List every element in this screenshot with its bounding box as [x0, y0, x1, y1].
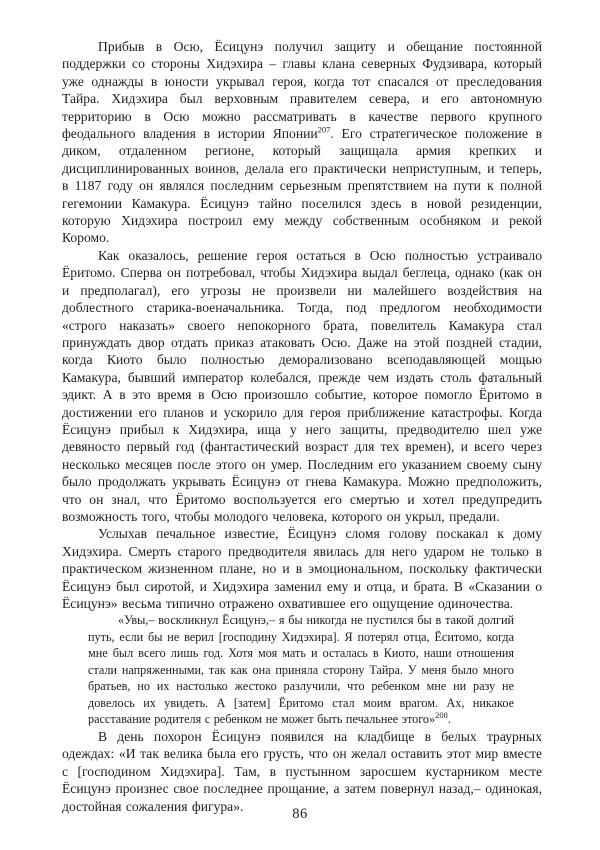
text-run: . Его стратегическое положение в диком, отдаленном регионе, который защищала армия крепких и дисциплинированных воинов, делала его практически неприступным, и теперь, в 1187 году он являлся последним серьезным препятствием на пути к полной гегемонии Камакура. Ёсицунэ тайно поселился здесь в новой резиденции, которую Хидэхира построил ему между собственным особняком и рекой Коромо.	[62, 126, 542, 246]
text-run: В день похорон Ёсицунэ появился на кладбище в белых траурных одеждах: «И так велика была его грусть, что он желал оставить этот мир вместе с [господином Хидэхира]. Там, в пустынном заросшем кустарником месте Ёсицунэ произнес свое последнее прощание, а затем повернул назад,– одинокая, достойная сожаления фигура».	[62, 728, 542, 814]
text-run: Прибыв в Осю, Ёсицунэ получил защиту и обещание постоянной поддержки со стороны Хидэхира – главы клана северных Фудзивара, который уже однажды в юности укрывал героя, когда тот спасался от преследования Тайра. Хидэхира был верховным правителем севера, и его автономную территорию в Осю можно рассматривать в качестве первого крупного феодального владения в истории Японии	[62, 39, 542, 142]
paragraph	[62, 38, 542, 247]
page-number: 86	[292, 806, 308, 822]
block-quote	[88, 612, 514, 728]
text-run: Как оказалось, решение героя остаться в Осю полностью устраивало Ёритомо. Сперва он потребовал, чтобы Хидэхира выдал беглеца, однако (как он и предполагал), его угрозы не произвели ни малейшего воздействия на доблестного старика-военачальника. Тогда, под предлогом необходимости «строго наказать» своего непокорного брата, повелитель Камакура стал принуждать двор отдать приказ атаковать Осю. Даже на этой поздней стадии, когда Киото было полностью деморализовано всеподавляющей мощью Камакура, бывший император колебался, прежде чем издать столь фатальный эдикт. А в это время в Осю произошло событие, которое помогло Ёритомо в достижении его планов и ускорило для героя приближение катастрофы. Когда Ёсицунэ прибыл к Хидэхира, ища у него защиты, предводителю шел уже девяносто первый год (фантастический возраст для тех времен), и всего через несколько месяцев после этого он умер. Последним его указанием своему сыну было продолжать укрывать Ёсицунэ от гнева Камакура. Можно предположить, что он знал, что Ёритомо воспользуется его смертью и хотел предупредить возможность того, чтобы молодого человека, которого он укрыл, предали.	[62, 247, 542, 524]
paragraph	[62, 728, 542, 815]
footnote-reference: 207	[317, 124, 331, 135]
paragraph	[62, 247, 542, 526]
text-run: «Увы,– воскликнул Ёсицунэ,– я бы никогда не пустился бы в такой долгий путь, если бы не верил [господину Хидэхира]. Я потерял отца, Ёситомо, когда мне был всего лишь год. Хотя моя мать и осталась в Киото, наши отношения стали напряженными, так как она приняла сторону Тайра. У меня было много братьев, но их настолько жестоко разлучили, что ребенком мне ни разу не довелось их увидеть. А [затем] Ёритомо стал моим врагом. Ах, никакое расставание родителя с ребенком не может быть печальнее этого»	[88, 613, 514, 727]
paragraph	[62, 525, 542, 612]
footnote-reference: 208	[435, 710, 448, 721]
text-run: .	[447, 712, 451, 727]
page-text	[62, 38, 542, 815]
text-run: Услыхав печальное известие, Ёсицунэ сломя голову поскакал к дому Хидэхира. Смерть старого предводителя явилась для него ударом не только в практическом жизненном плане, но и в эмоциональном, поскольку фактически Ёсицунэ был сиротой, и Хидэхира заменил ему и отца, и брата. В «Сказании о Ёсицунэ» весьма типично отражено охватившее его ощущение одиночества.	[62, 526, 542, 611]
